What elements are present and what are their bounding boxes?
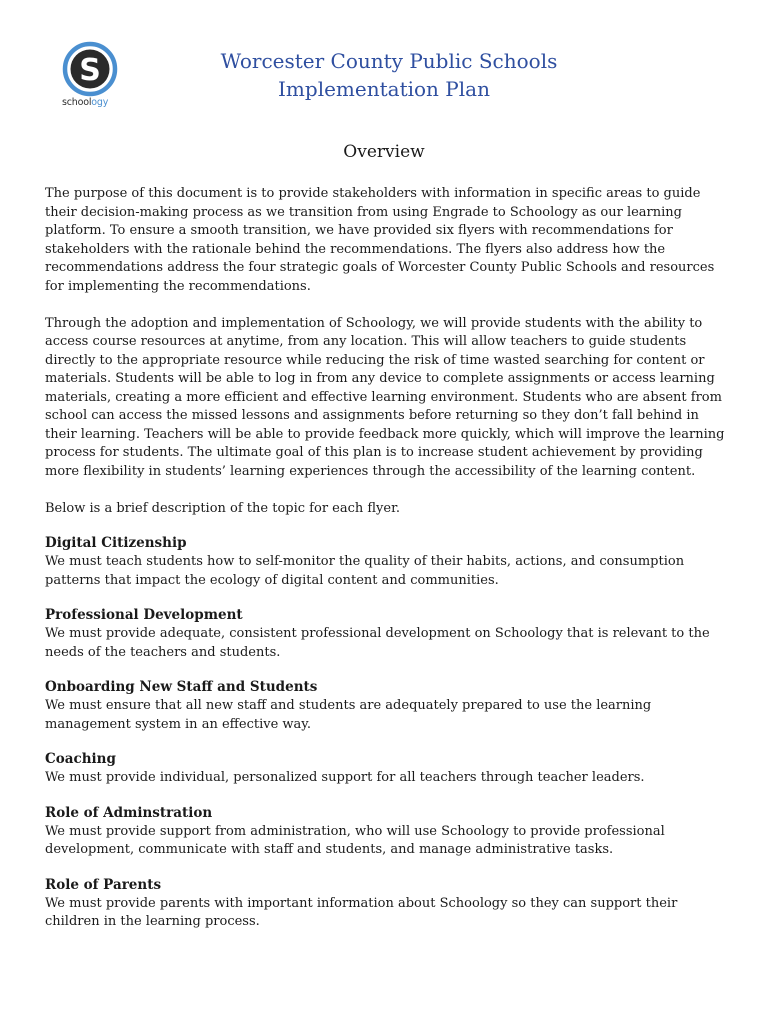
section-text: We must ensure that all new staff and students are adequately prepared to use the learning management system in an effective way.: [45, 698, 652, 732]
logo-wordmark-end: ogy: [91, 97, 109, 108]
section-text: We must teach students how to self-monitor the quality of their habits, actions, and consumption patterns that impact the ecology of digital content and communities.: [45, 554, 685, 588]
overview-heading: Overview: [343, 142, 425, 162]
section-coaching: [45, 750, 725, 788]
document-title: Worcester County Public Schools: [220, 49, 558, 73]
section-title: Onboarding New Staff and Students: [45, 679, 318, 695]
section-title: Role of Parents: [45, 876, 162, 893]
document-subtitle: Implementation Plan: [278, 77, 490, 101]
section-text: We must provide support from administration, who will use Schoology to provide professional development, communicate with staff and students, and manage administrative tasks.: [45, 823, 665, 857]
section-title: Role of Adminstration: [45, 804, 213, 821]
section-title: Coaching: [45, 751, 116, 767]
section-professional-development: [45, 606, 725, 662]
section-onboarding: [45, 678, 725, 734]
section-role-of-administration: [45, 804, 725, 860]
document-body: [45, 185, 725, 948]
flyer-intro-paragraph: Below is a brief description of the topic for each flyer.: [45, 500, 401, 516]
goals-paragraph: Through the adoption and implementation of Schoology, we will provide students with the ability to access course resources at anytime, from any location. This will allow teachers to guide students directly to the appropriate resource while reducing the risk of time wasted searching for content or materials. Students will be able to log in from any device to complete assignments or access learning materials, creating a more efficient and effective learning environment. Students who are absent from school can access the missed lessons and assignments before returning so they don’t fall behind in their learning. Teachers will be able to provide feedback more quickly, which will improve the learning process for students. The ultimate goal of this plan is to increase student achievement by providing more flexibility in students’ learning experiences through the accessibility of the learning content.: [45, 315, 725, 479]
section-title: Digital Citizenship: [45, 535, 187, 551]
section-title: Professional Development: [45, 607, 243, 623]
section-text: We must provide parents with important information about Schoology so they can support their children in the learning process.: [45, 895, 678, 929]
logo-letter: S: [79, 53, 101, 88]
section-text: We must provide individual, personalized support for all teachers through teacher leaders.: [45, 770, 645, 785]
intro-paragraph: The purpose of this document is to provide stakeholders with information in specific areas to guide their decision-making process as we transition from using Engrade to Schoology as our learning platform. To ensure a smooth transition, we have provided six flyers with recommendations for stakeholders with the rationale behind the recommendations. The flyers also address how the recommendations address the four strategic goals of Worcester County Public Schools and resources for implementing the recommendations.: [45, 186, 715, 294]
section-digital-citizenship: [45, 534, 725, 590]
section-role-of-parents: [45, 876, 725, 932]
section-text: We must provide adequate, consistent professional development on Schoology that is relevant to the needs of the teachers and students.: [45, 626, 710, 660]
logo-wordmark-start: school: [62, 97, 92, 108]
